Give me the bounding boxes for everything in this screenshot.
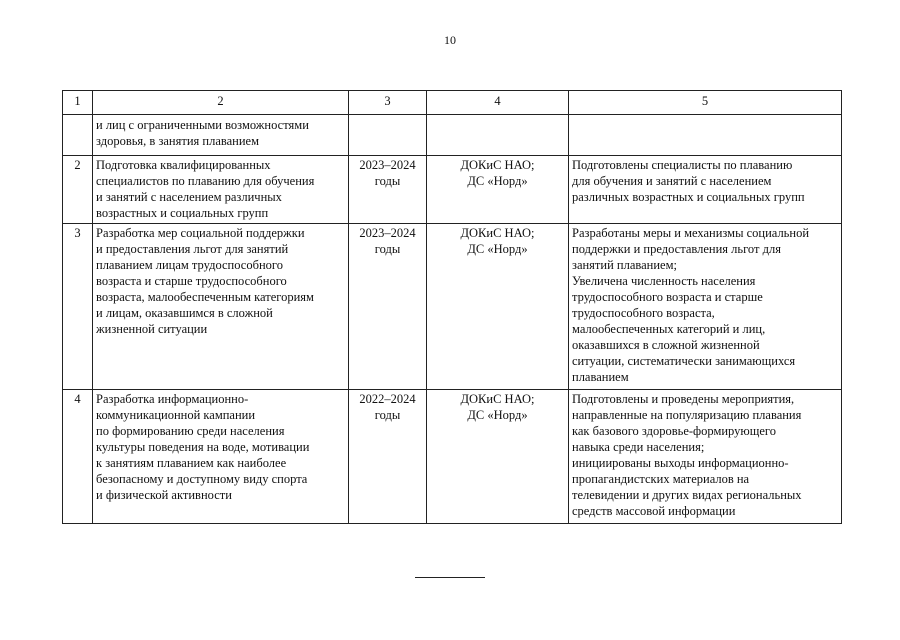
column-header-5: 5 <box>569 91 842 115</box>
table-row <box>63 156 842 224</box>
column-header-1: 1 <box>63 91 93 115</box>
executor-cell: ДОКиС НАО; ДС «Норд» <box>427 390 569 524</box>
measure-cell: Разработка информационно- коммуникационной кампании по формированию среди населения культуры поведения на воде, мотивации к занятиям плаванием как наиболее безопасному и доступному виду спорта и физической активности <box>93 390 349 524</box>
table-row <box>63 390 842 524</box>
executor-cell <box>427 115 569 156</box>
column-header-3: 3 <box>349 91 427 115</box>
page-number: 10 <box>444 33 456 47</box>
measures-table <box>62 90 842 524</box>
measure-cell: Разработка мер социальной поддержки и предоставления льгот для занятий плаванием лицам трудоспособного возраста и старше трудоспособного возраста, малообеспеченным категориям и лицам, оказавшимся в сложной жизненной ситуации <box>93 224 349 390</box>
footer-separator-line <box>415 577 485 578</box>
num-cell <box>63 115 93 156</box>
num-cell: 4 <box>63 390 93 524</box>
num-cell: 2 <box>63 156 93 224</box>
period-cell: 2023–2024 годы <box>349 224 427 390</box>
executor-cell: ДОКиС НАО; ДС «Норд» <box>427 224 569 390</box>
header-row <box>63 91 842 115</box>
measure-cell: и лиц с ограниченными возможностями здоровья, в занятия плаванием <box>93 115 349 156</box>
result-cell: Подготовлены специалисты по плаванию для обучения и занятий с населением различных возрастных и социальных групп <box>569 156 842 224</box>
period-cell: 2022–2024 годы <box>349 390 427 524</box>
result-cell: Подготовлены и проведены мероприятия, направленные на популяризацию плавания как базового здоровье-формирующего навыка среди населения; инициированы выходы информационно- пропагандистских материалов на телевидении и других видах региональных средств массовой информации <box>569 390 842 524</box>
period-cell: 2023–2024 годы <box>349 156 427 224</box>
column-header-4: 4 <box>427 91 569 115</box>
period-cell <box>349 115 427 156</box>
column-header-2: 2 <box>93 91 349 115</box>
table-row <box>63 224 842 390</box>
result-cell <box>569 115 842 156</box>
table-row-continuation <box>63 115 842 156</box>
executor-cell: ДОКиС НАО; ДС «Норд» <box>427 156 569 224</box>
measure-cell: Подготовка квалифицированных специалистов по плаванию для обучения и занятий с населением различных возрастных и социальных групп <box>93 156 349 224</box>
result-cell: Разработаны меры и механизмы социальной поддержки и предоставления льгот для занятий плаванием; Увеличена численность населения трудоспособного возраста и старше трудоспособного возраста, малообеспеченных категорий и лиц, оказавшихся в сложной жизненной ситуации, систематически занимающихся плаванием <box>569 224 842 390</box>
num-cell: 3 <box>63 224 93 390</box>
